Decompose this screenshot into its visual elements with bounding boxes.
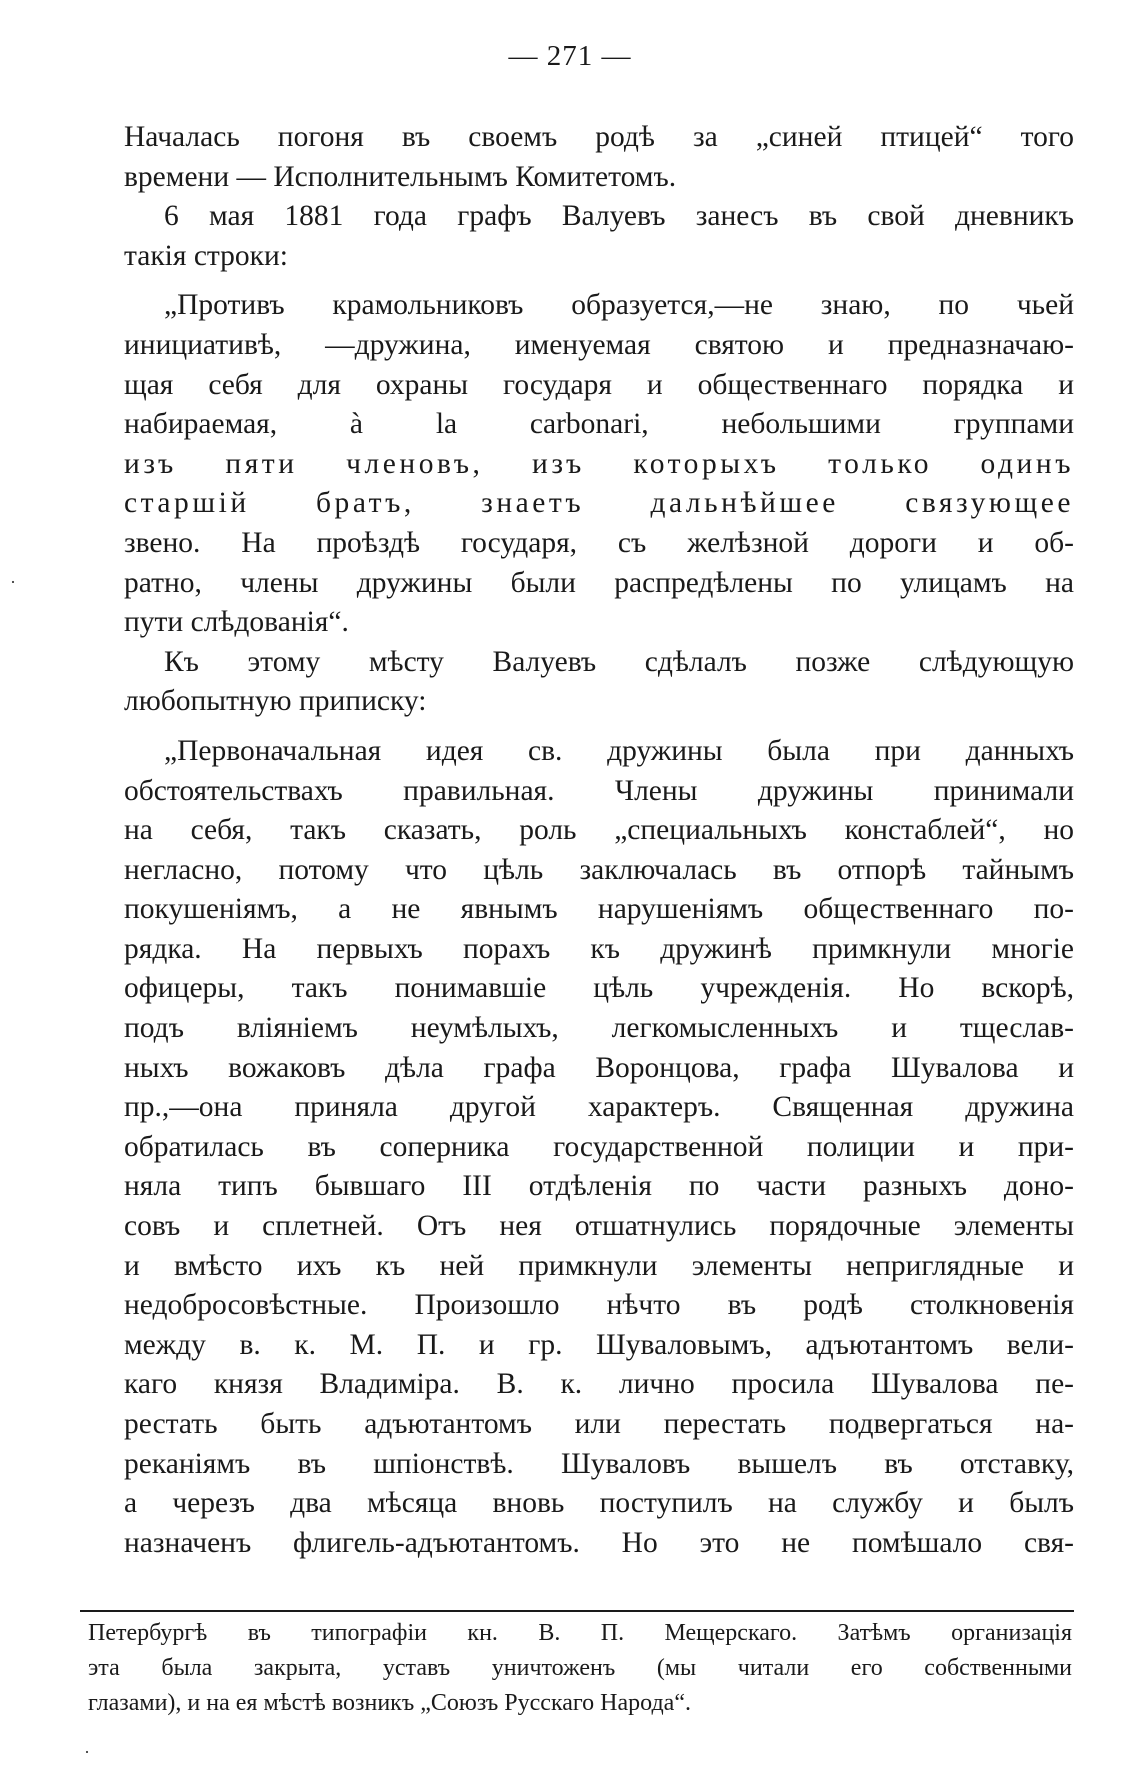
quote-line: и вмѣсто ихъ къ ней примкнули элементы неприглядные и — [124, 1249, 1074, 1282]
quote-line: недобросовѣстные. Произошло нѣчто въ родѣ столкновенія — [124, 1289, 1074, 1322]
quote-line: а черезъ два мѣсяца вновь поступилъ на службу и былъ — [124, 1487, 1074, 1520]
quote-line: каго князя Владиміра. В. к. лично просила Шувалова пе- — [124, 1368, 1074, 1401]
footnote — [88, 1616, 1072, 1721]
quote-line-spaced: старшій братъ, знаетъ дальнѣйшее связующее — [124, 487, 1074, 520]
quote-line: реканіямъ въ шпіонствѣ. Шуваловъ вышелъ въ отставку, — [124, 1447, 1074, 1480]
text-line: Къ этому мѣсту Валуевъ сдѣлалъ позже слѣдующую — [164, 645, 1074, 678]
quote-line: пути слѣдованія“. — [124, 606, 349, 639]
footnote-divider — [80, 1610, 1074, 1612]
footnote-line: глазами), и на ея мѣстѣ возникъ „Союзъ Русскаго Народа“. — [88, 1690, 691, 1716]
quote-line: назначенъ флигель-адъютантомъ. Но это не помѣшало свя- — [124, 1526, 1074, 1559]
main-text — [124, 118, 1074, 1563]
paragraph-gap — [124, 276, 1074, 286]
footnote-line: Петербургѣ въ типографіи кн. В. П. Мещерскаго. Затѣмъ организація — [88, 1620, 1072, 1646]
quote-line: покушеніямъ, а не явнымъ нарушеніямъ общественнаго по- — [124, 893, 1074, 926]
quote-line: пр.,—она приняла другой характеръ. Священная дружина — [124, 1091, 1074, 1124]
quote-line: обстоятельствахъ правильная. Члены дружины принимали — [124, 774, 1074, 807]
text-line: такія строки: — [124, 239, 288, 272]
quote-line: между в. к. М. П. и гр. Шуваловымъ, адъютантомъ вели- — [124, 1328, 1074, 1361]
footnote-line: эта была закрыта, уставъ уничтоженъ (мы читали его собственными — [88, 1655, 1072, 1681]
quote-line: набираемая, à la carbonari, небольшими группами — [124, 408, 1074, 441]
text-line: времени — Исполнительнымъ Комитетомъ. — [124, 160, 677, 193]
text-line: любопытную приписку: — [124, 685, 427, 718]
quote-line: рядка. На первыхъ порахъ къ дружинѣ примкнули многіе — [124, 932, 1074, 965]
quote-line-spaced: изъ пяти членовъ, изъ которыхъ только одинъ — [124, 447, 1074, 480]
quote-line: совъ и сплетней. Отъ нея отшатнулись порядочные элементы — [124, 1210, 1074, 1243]
quote-line: рестать быть адъютантомъ или перестать подвергаться на- — [124, 1408, 1074, 1440]
quote-line: „Первоначальная идея св. дружины была при данныхъ — [164, 734, 1074, 767]
quote-line: инициативѣ, —дружина, именуемая святою и предназначаю- — [124, 328, 1074, 361]
quote-line: звено. На проѣздѣ государя, съ желѣзной дороги и об- — [124, 526, 1074, 559]
quote-line: щая себя для охраны государя и общественнаго порядка и — [124, 368, 1074, 401]
paragraph-gap — [124, 722, 1074, 732]
quote-line: „Противъ крамольниковъ образуется,—не знаю, по чьей — [164, 289, 1074, 322]
scan-speck: · — [10, 572, 16, 592]
quote-line: на себя, такъ сказать, роль „специальныхъ констаблей“, но — [124, 814, 1074, 847]
text-line: Началась погоня въ своемъ родѣ за „синей птицей“ того — [124, 121, 1074, 153]
quote-line: подъ вліяніемъ неумѣлыхъ, легкомысленныхъ и тщеслав- — [124, 1012, 1074, 1045]
quote-line: ратно, члены дружины были распредѣлены по улицамъ на — [124, 566, 1074, 599]
quote-line: ныхъ вожаковъ дѣла графа Воронцова, графа Шувалова и — [124, 1051, 1074, 1084]
page-number: — 271 — — [508, 40, 632, 72]
quote-line: обратилась въ соперника государственной полиции и при- — [124, 1130, 1074, 1163]
quote-line: офицеры, такъ понимавшіе цѣль учрежденія. Но вскорѣ, — [124, 972, 1074, 1005]
quote-line: няла типъ бывшаго III отдѣленія по части разныхъ доно- — [124, 1170, 1074, 1203]
text-line: 6 мая 1881 года графъ Валуевъ занесъ въ свой дневникъ — [164, 200, 1074, 233]
quote-line: негласно, потому что цѣль заключалась въ отпорѣ тайнымъ — [124, 853, 1074, 886]
scan-speck: · — [84, 1742, 90, 1762]
